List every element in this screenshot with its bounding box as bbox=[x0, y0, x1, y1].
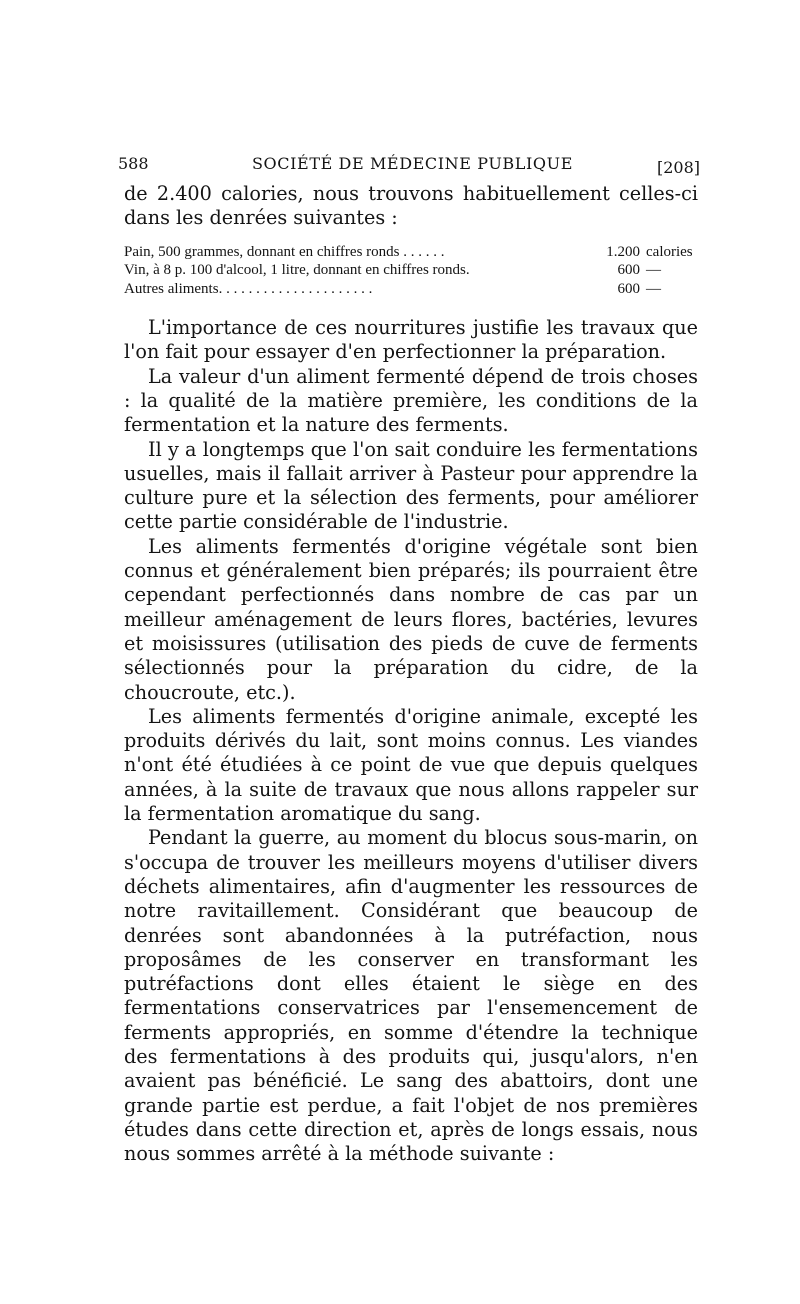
paragraph: Il y a longtemps que l'on sait conduire les fermentations usuelles, mais il fallait arriver à Pasteur pour apprendre la culture pure et la sélection des ferments, pour améliorer cette partie considérable de l'industrie. bbox=[124, 437, 698, 534]
paragraph: Les aliments fermentés d'origine végétale sont bien connus et généralement bien préparés; ils pourraient être cependant perfectionnés dans nombre de cas par un meilleur aménagement de leurs flores, bactéries, levures et moisissures (utilisation des pieds de cuve de ferments sélectionnés pour la préparation du cidre, de la choucroute, etc.). bbox=[124, 534, 698, 704]
table-row bbox=[124, 280, 698, 299]
paragraph: Les aliments fermentés d'origine animale, excepté les produits dérivés du lait, sont moins connus. Les viandes n'ont été étudiées à ce point de vue que depuis quelques années, à la suite de travaux que nous allons rappeler sur la fermentation aromatique du sang. bbox=[124, 704, 698, 826]
running-head bbox=[118, 150, 700, 180]
row-label: Vin, à 8 p. 100 d'alcool, 1 litre, donnant en chiffres ronds. bbox=[124, 262, 470, 279]
row-value: 600 bbox=[617, 262, 640, 279]
row-value: 600 bbox=[617, 280, 640, 297]
table-row bbox=[124, 261, 698, 280]
page-number: 588 bbox=[118, 154, 149, 173]
row-label: Autres aliments. . . . . . . . . . . . . . . . . . . . . bbox=[124, 280, 373, 297]
row-value: 1.200 bbox=[606, 243, 640, 260]
calorie-table bbox=[124, 243, 698, 299]
table-row bbox=[124, 243, 698, 262]
paragraph: Pendant la guerre, au moment du blocus sous-marin, on s'occupa de trouver les meilleurs moyens d'utiliser divers déchets alimentaires, afin d'augmenter les ressources de notre ravitaillement. Considérant que beaucoup de denrées sont abandonnées à la putréfaction, nous proposâmes de les conserver en transformant les putréfactions dont elles étaient le siège en des fermentations conservatrices par l'ensemencement de ferments appropriés, en somme d'étendre la technique des fermentations à des produits qui, jusqu'alors, n'en avaient pas bénéficié. Le sang des abattoirs, dont une grande partie est perdue, a fait l'objet de nos premières études dans cette direction et, après de longs essais, nous nous sommes arrêté à la méthode suivante : bbox=[124, 826, 698, 1166]
row-label: Pain, 500 grammes, donnant en chiffres ronds . . . . . . bbox=[124, 243, 445, 260]
paragraph: La valeur d'un aliment fermenté dépend de trois choses : la qualité de la matière première, les conditions de la fermentation et la nature des ferments. bbox=[124, 364, 698, 437]
row-unit: — bbox=[646, 280, 661, 297]
bracketed-number: [208] bbox=[656, 158, 700, 177]
row-unit: — bbox=[646, 262, 661, 279]
row-unit: calories bbox=[646, 243, 693, 260]
intro-text: de 2.400 calories, nous trouvons habituellement celles-ci dans les denrées suivantes : bbox=[124, 182, 698, 230]
paragraph: L'importance de ces nourritures justifie les travaux que l'on fait pour essayer d'en perfectionner la préparation. bbox=[124, 316, 698, 364]
book-page bbox=[118, 150, 700, 1166]
running-title: SOCIÉTÉ DE MÉDECINE PUBLIQUE bbox=[252, 154, 574, 173]
